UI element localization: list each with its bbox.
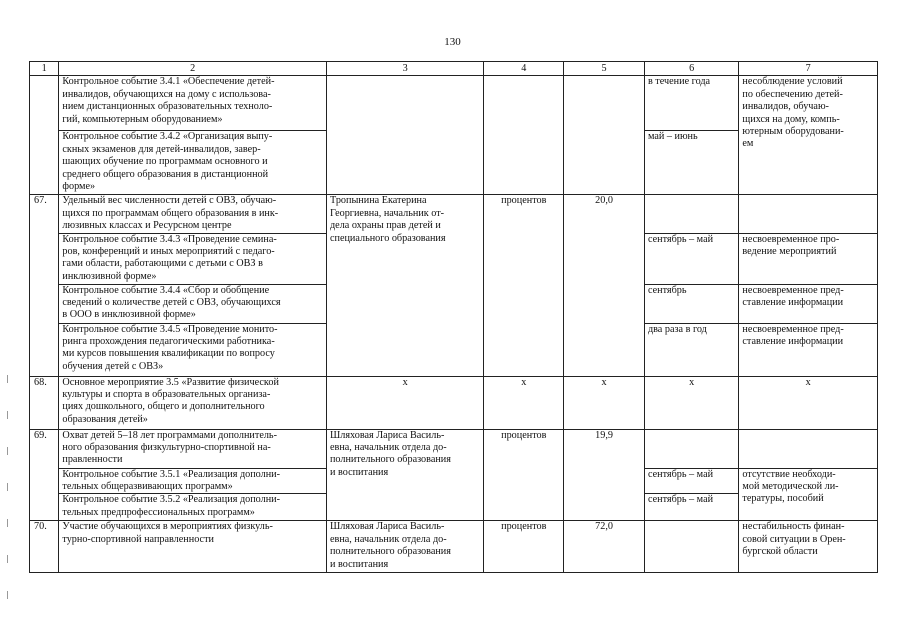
- risk-cell: [739, 429, 878, 468]
- risk-cell: нестабильность финан- совой ситуации в Орен- бургской области: [739, 521, 878, 573]
- plan-table: [29, 61, 878, 573]
- risk-cell: отсутствие необходи- мой методической ли- тературы, пособий: [739, 468, 878, 521]
- value-cell: x: [564, 376, 645, 429]
- term-cell: сентябрь – май: [644, 468, 738, 494]
- responsible-cell: Шляховая Лариса Василь- евна, начальник отдела до- полнительного образования и воспитания: [326, 521, 483, 573]
- table-row: [30, 376, 878, 429]
- term-cell: сентябрь – май: [644, 494, 738, 521]
- term-cell: [644, 429, 738, 468]
- term-cell: два раза в год: [644, 323, 738, 376]
- header-cell: 6: [644, 62, 738, 76]
- unit-cell: x: [484, 376, 564, 429]
- value-cell: 72,0: [564, 521, 645, 573]
- row-number-cell: 67.: [30, 195, 59, 376]
- table-row: [30, 521, 878, 573]
- event-3-4-3: Контрольное событие 3.4.3 «Проведение семина- ров, конференций и иных мероприятий с педаго- гами области, работающими с детьми с ОВЗ в инклюзивной форме»: [59, 233, 327, 284]
- value-cell: 20,0: [564, 195, 645, 376]
- header-cell: 5: [564, 62, 645, 76]
- risk-cell: [739, 195, 878, 233]
- responsible-cell: Шляховая Лариса Василь- евна, начальник отдела до- полнительного образования и воспитания: [326, 429, 483, 521]
- margin-marks: [7, 375, 9, 625]
- event-3-4-5: Контрольное событие 3.4.5 «Проведение монито- ринга прохождения педагогическими работника- ми курсов повышения квалификации по вопросу обучения детей с ОВЗ»: [59, 323, 327, 376]
- term-cell: [644, 195, 738, 233]
- term-cell: [644, 521, 738, 573]
- event-3-4-4: Контрольное событие 3.4.4 «Сбор и обобщение сведений о количестве детей с ОВЗ, обучающихся в ООО в инклюзивной форме»: [59, 284, 327, 323]
- responsible-cell: x: [326, 376, 483, 429]
- indicator-70: Участие обучающихся в мероприятиях физкуль- турно-спортивной направленности: [59, 521, 327, 573]
- responsible-cell: Тропынина Екатерина Георгиевна, начальник от- дела охраны прав детей и специального образования: [326, 195, 483, 376]
- risk-cell: x: [739, 376, 878, 429]
- unit-cell: процентов: [484, 521, 564, 573]
- row-number-cell: 69.: [30, 429, 59, 521]
- header-cell: 2: [59, 62, 327, 76]
- row-number-cell: 70.: [30, 521, 59, 573]
- indicator-67: Удельный вес численности детей с ОВЗ, обучаю- щихся по программам общего образования в инк- люзивных классах и Ресурсном центре: [59, 195, 327, 233]
- event-3-4-1: Контрольное событие 3.4.1 «Обеспечение детей- инвалидов, обучающихся на дому с использова- нием дистанционных образовательных техноло- гий, компьютерным оборудованием»: [59, 76, 327, 131]
- header-cell: 3: [326, 62, 483, 76]
- header-row: [30, 62, 878, 76]
- event-3-5-1: Контрольное событие 3.5.1 «Реализация дополни- тельных общеразвивающих программ»: [59, 468, 327, 494]
- term-cell: в течение года: [644, 76, 738, 131]
- term-cell: май – июнь: [644, 131, 738, 195]
- activity-3-5: Основное мероприятие 3.5 «Развитие физической культуры и спорта в образовательных организа- циях дошкольного, общего и дополнительного образования детей»: [59, 376, 327, 429]
- risk-cell: несвоевременное пред- ставление информации: [739, 323, 878, 376]
- row-number-cell: 68.: [30, 376, 59, 429]
- header-cell: 7: [739, 62, 878, 76]
- term-cell: сентябрь: [644, 284, 738, 323]
- table-row: [30, 195, 878, 233]
- event-3-5-2: Контрольное событие 3.5.2 «Реализация дополни- тельных предпрофессиональных программ»: [59, 494, 327, 521]
- unit-cell: [484, 76, 564, 195]
- unit-cell: процентов: [484, 195, 564, 376]
- responsible-cell: [326, 76, 483, 195]
- risk-cell: несоблюдение условий по обеспечению детей- инвалидов, обучаю- щихся на дому, компь- ютерным оборудовани- ем: [739, 76, 878, 195]
- table-row: [30, 429, 878, 468]
- indicator-69: Охват детей 5–18 лет программами дополнитель- ного образования физкультурно-спортивной на- правленности: [59, 429, 327, 468]
- row-number-cell: [30, 76, 59, 195]
- risk-cell: несвоевременное про- ведение мероприятий: [739, 233, 878, 284]
- term-cell: x: [644, 376, 738, 429]
- page-number: 130: [444, 36, 461, 48]
- term-cell: сентябрь – май: [644, 233, 738, 284]
- value-cell: [564, 76, 645, 195]
- header-cell: 4: [484, 62, 564, 76]
- value-cell: 19,9: [564, 429, 645, 521]
- header-cell: 1: [30, 62, 59, 76]
- unit-cell: процентов: [484, 429, 564, 521]
- table-row: [30, 76, 878, 131]
- risk-cell: несвоевременное пред- ставление информации: [739, 284, 878, 323]
- event-3-4-2: Контрольное событие 3.4.2 «Организация выпу- скных экзаменов для детей-инвалидов, завер- шающих обучение по программам основного и среднего общего образования в дистанционной форме»: [59, 131, 327, 195]
